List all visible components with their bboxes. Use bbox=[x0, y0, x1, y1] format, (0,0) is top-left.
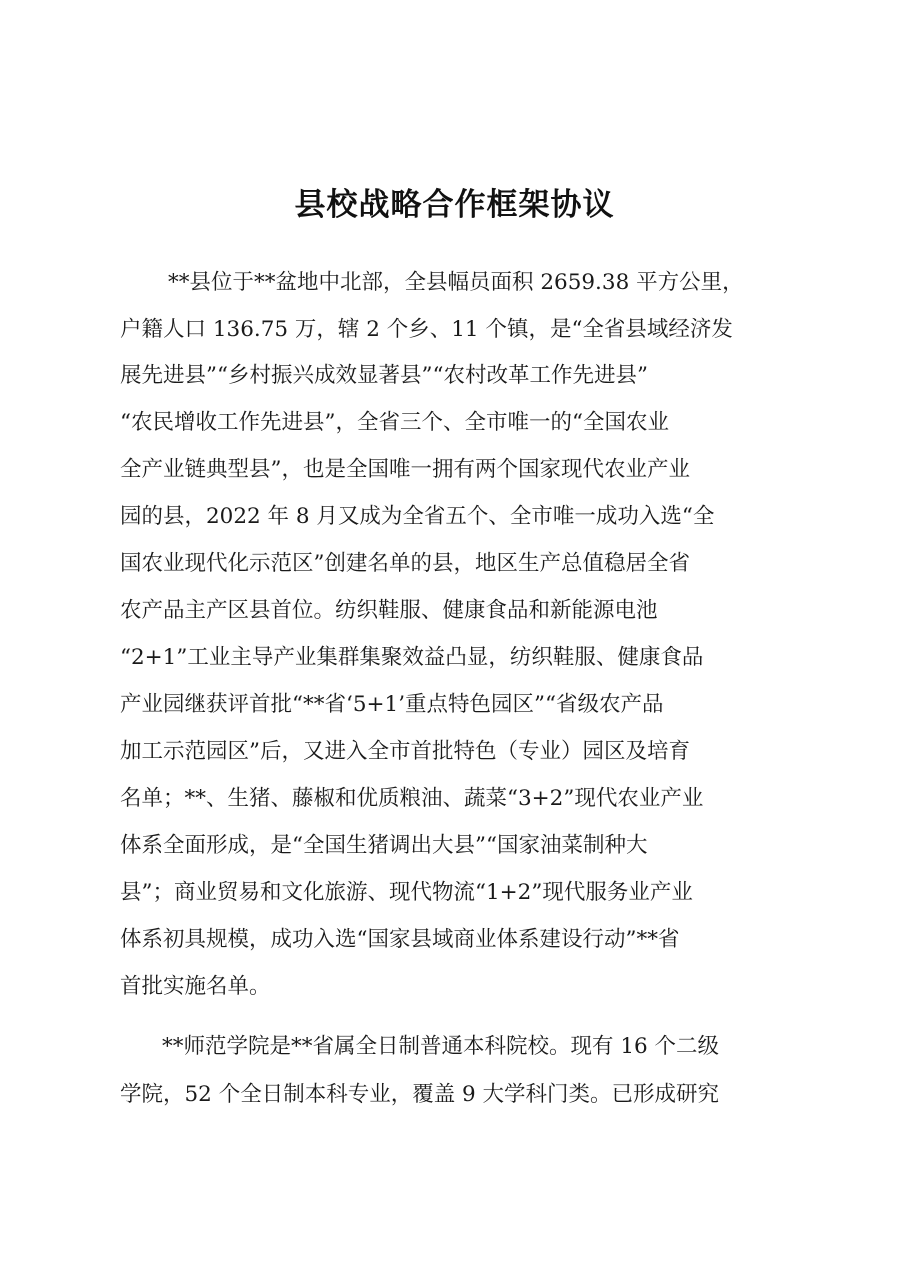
paragraph-line: 农产品主产区县首位。纺织鞋服、健康食品和新能源电池 bbox=[120, 598, 658, 623]
paragraph-line: **师范学院是**省属全日制普通本科院校。现有 16 个二级 bbox=[162, 1034, 720, 1059]
paragraph-line: 户籍人口 136.75 万，辖 2 个乡、11 个镇，是“全省县域经济发 bbox=[120, 317, 733, 342]
paragraph-line: 展先进县”“乡村振兴成效显著县”“农村改革工作先进县” bbox=[120, 363, 648, 388]
paragraph-line: **县位于**盆地中北部，全县幅员面积 2659.38 平方公里， bbox=[168, 270, 744, 295]
paragraph-line: 首批实施名单。 bbox=[120, 974, 271, 999]
paragraph-line: “2+1”工业主导产业集群集聚效益凸显，纺织鞋服、健康食品 bbox=[120, 645, 704, 670]
document-title: 县校战略合作框架协议 bbox=[294, 187, 615, 223]
paragraph-line: 体系初具规模，成功入选“国家县域商业体系建设行动”**省 bbox=[120, 927, 680, 952]
paragraph-line: 体系全面形成，是“全国生猪调出大县”“国家油菜制种大 bbox=[120, 833, 648, 858]
paragraph-line: 加工示范园区”后，又进入全市首批特色（专业）园区及培育 bbox=[120, 739, 690, 764]
paragraph-line: 产业园继获评首批“**省‘5+1’重点特色园区”“省级农产品 bbox=[120, 692, 664, 717]
paragraph-line: 全产业链典型县”，也是全国唯一拥有两个国家现代农业产业 bbox=[120, 457, 690, 482]
paragraph-line: 国农业现代化示范区”创建名单的县，地区生产总值稳居全省 bbox=[120, 551, 690, 576]
paragraph-line: 学院，52 个全日制本科专业，覆盖 9 大学科门类。已形成研究 bbox=[120, 1082, 720, 1107]
paragraph-line: 园的县，2022 年 8 月又成为全省五个、全市唯一成功入选“全 bbox=[120, 504, 715, 529]
paragraph-line: 名单；**、生猪、藤椒和优质粮油、蔬菜“3+2”现代农业产业 bbox=[120, 786, 704, 811]
paragraph-line: “农民增收工作先进县”，全省三个、全市唯一的“全国农业 bbox=[120, 410, 669, 435]
paragraph-line: 县”；商业贸易和文化旅游、现代物流“1+2”现代服务业产业 bbox=[120, 880, 693, 905]
